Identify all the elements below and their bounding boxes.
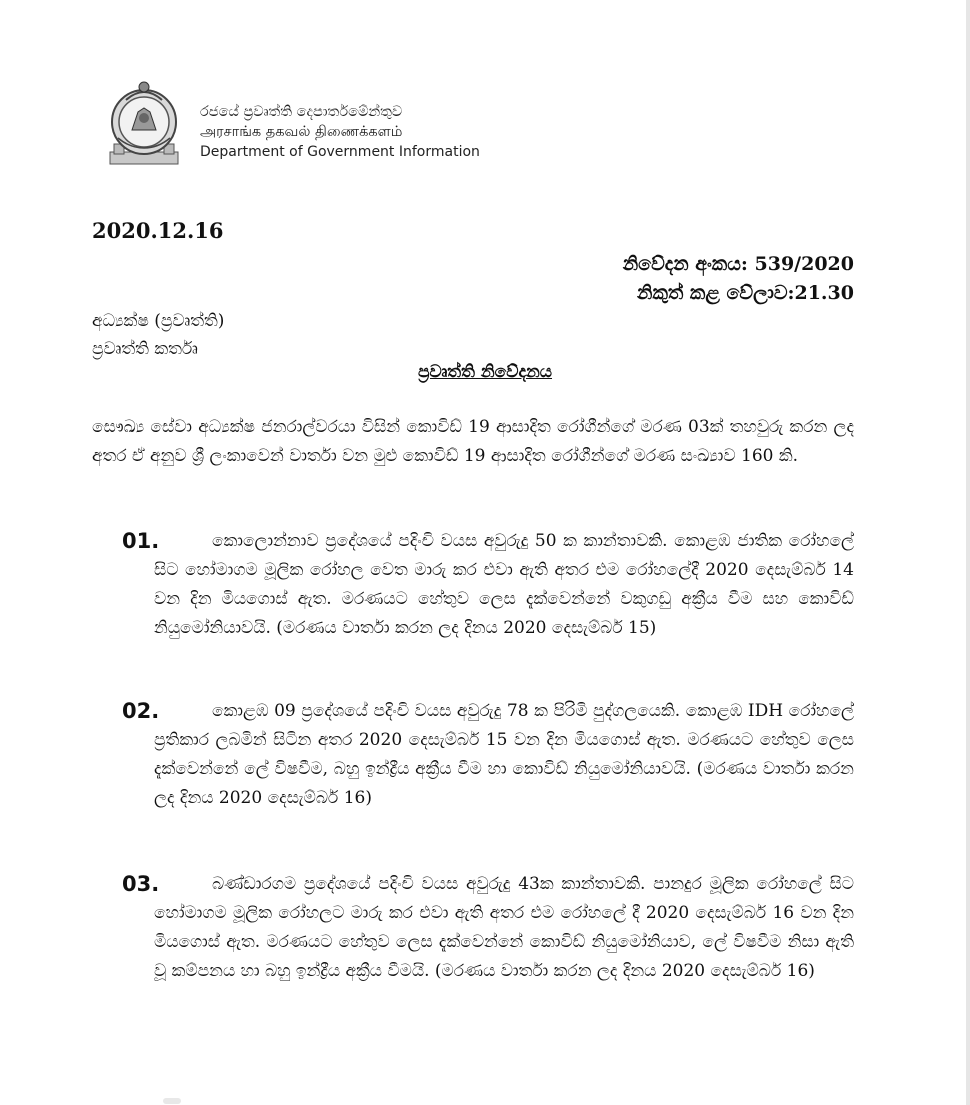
death-report-item	[122, 870, 854, 986]
recipient-director: අධ්‍යක්ෂ (ප්‍රවෘත්ති)	[92, 311, 225, 331]
item-text: කොළඹ 09 ප්‍රදේශයේ පදිංචි වයස අවුරුදු 78 ක පිරිමි පුද්ගලයෙකි. කොළඹ IDH රෝහලේ ප්‍රතිකාර ලබමින් සිටින අතර 2020 දෙසැම්බර් 15 වන දින මියගොස් ඇත. මරණයට හේතුව ලෙස දැක්වෙන්නේ ලේ විෂවීම, බහු ඉන්ද්‍රීය අක්‍රීය වීම හා කොවිඩ් නියුමෝනියාවයි. (මරණය වාර්තා කරන ලද දිනය 2020 දෙසැම්බර් 16)	[154, 701, 854, 808]
recipients	[92, 307, 224, 363]
recipient-editor: ප්‍රවෘත්ති කර්තෘ	[92, 339, 198, 359]
item-number: 01.	[122, 529, 160, 553]
document-heading: ප්‍රවෘත්ති නිවේදනය	[417, 362, 553, 382]
release-time: නිකුත් කළ වේලාව:21.30	[637, 282, 854, 304]
department-name	[200, 102, 480, 162]
item-number: 03.	[122, 872, 160, 896]
scan-smudge	[163, 1098, 181, 1104]
item-text: කොලොන්නාව ප්‍රදේශයේ පදිංචි වයස අවුරුදු 50 ක කාන්තාවකි. කොළඹ ජාතික රෝහලේ සිට හෝමාගම මූලික රෝහල වෙත මාරු කර එවා ඇති අතර එම රෝහලේදී 2020 දෙසැම්බර් 14 වන දින මියගොස් ඇත. මරණයට හේතුව ලෙස දැක්වෙන්නේ වකුගඩු අක්‍රීය වීම සහ කොවිඩ් නියුමෝනියාවයි. (මරණය වාර්තා කරන ලද දිනය 2020 දෙසැම්බර් 15)	[154, 531, 854, 638]
dept-name-english: Department of Government Information	[200, 144, 480, 160]
national-emblem-icon	[104, 78, 184, 168]
release-meta	[623, 250, 854, 308]
death-report-item	[122, 527, 854, 643]
release-date: 2020.12.16	[92, 218, 224, 243]
intro-paragraph: සෞඛ්‍ය සේවා අධ්‍යක්ෂ ජනරාල්වරයා විසින් කොවිඩ් 19 ආසාදිත රෝගීන්ගේ මරණ 03ක් තහවුරු කරන ලද අතර ඒ අනුව ශ්‍රී ලංකාවෙන් වාර්තා වන මුළු කොවිඩ් 19 ආසාදිත රෝගීන්ගේ මරණ සංඛ්‍යාව 160 කි.	[92, 417, 854, 466]
dept-name-sinhala: රජයේ ප්‍රවෘත්ති දෙපාර්තමේන්තුව	[200, 104, 403, 120]
dept-name-tamil: அரசாங்க தகவல் திணைக்களம்	[200, 124, 403, 140]
letterhead	[100, 72, 520, 172]
item-number: 02.	[122, 699, 160, 723]
death-report-item	[122, 697, 854, 813]
release-number: නිවේදන අංකය: 539/2020	[622, 253, 854, 275]
page-edge	[966, 0, 970, 1105]
item-text: බණ්ඩාරගම ප්‍රදේශයේ පදිංචි වයස අවුරුදු 43ක කාන්තාවකි. පානදුර මූලික රෝහලේ සිට හෝමාගම මූලික රෝහලට මාරු කර එවා ඇති අතර එම රෝහලේ දී 2020 දෙසැම්බර් 16 වන දින මියගොස් ඇත. මරණයට හේතුව ලෙස දැක්වෙන්නේ කොවිඩ් නියුමෝනියාව, ලේ විෂවීම නිසා ඇති වූ කම්පනය හා බහු ඉන්ද්‍රීය අක්‍රීය වීමයි. (මරණය වාර්තා කරන ලද දිනය 2020 දෙසැම්බර් 16)	[154, 874, 854, 981]
